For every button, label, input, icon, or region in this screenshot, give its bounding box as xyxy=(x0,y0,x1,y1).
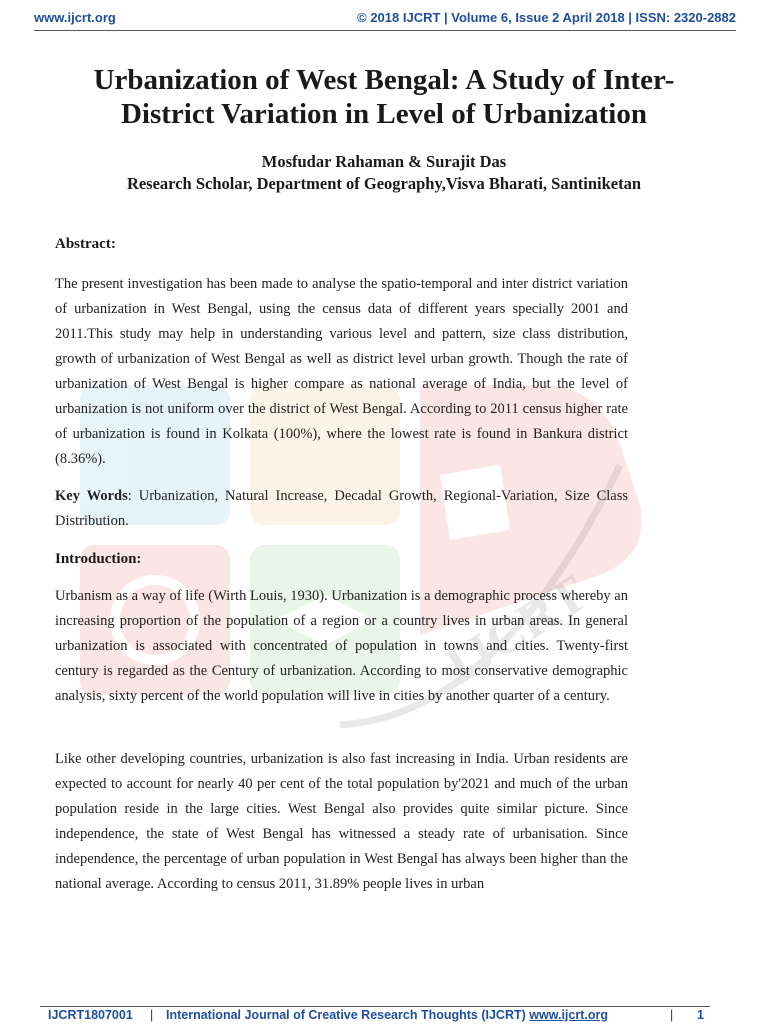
author-block xyxy=(40,151,728,195)
footer-separator: | xyxy=(150,1008,154,1022)
introduction-paragraph-2: Like other developing countries, urbanization is also fast increasing in India. Urban residents are expected to account for nearly 40 per cent of the total population by'2021 and much of the urban population reside in the large cities. West Bengal also provides quite similar picture. Since independence, the state of West Bengal has witnessed a steady rate of urbanisation. Since independence, the percentage of urban population in West Bengal has always been higher than the national average. According to census 2011, 31.89% people lives in urban xyxy=(55,751,628,892)
header-site: www.ijcrt.org xyxy=(34,10,116,25)
keywords-label: Key Words xyxy=(55,488,128,504)
footer-journal-name: International Journal of Creative Research Thoughts (IJCRT) xyxy=(166,1008,526,1022)
page-number: 1 xyxy=(697,1008,704,1022)
abstract-heading: Abstract: xyxy=(55,236,116,252)
footer-paper-id: IJCRT1807001 xyxy=(48,1008,133,1022)
header-rule xyxy=(34,30,736,31)
footer-separator-2: | xyxy=(670,1008,674,1022)
header-issue-line: © 2018 IJCRT | Volume 6, Issue 2 April 2018 | ISSN: 2320-2882 xyxy=(357,10,736,25)
keywords-text: : Urbanization, Natural Increase, Decadal Growth, Regional-Variation, Size Class Distribution. xyxy=(55,488,628,529)
authors: Mosfudar Rahaman & Surajit Das xyxy=(261,152,507,171)
page-header xyxy=(34,8,736,30)
introduction-heading: Introduction: xyxy=(55,551,142,567)
title-line-2: District Variation in Level of Urbanization xyxy=(120,98,647,130)
paper-title xyxy=(60,63,708,131)
footer-journal xyxy=(166,1008,608,1022)
page-footer xyxy=(40,1007,710,1024)
footer-url-link[interactable]: www.ijcrt.org xyxy=(529,1008,608,1022)
keywords xyxy=(55,484,628,534)
title-line-1: Urbanization of West Bengal: A Study of Inter- xyxy=(93,64,675,96)
watermark-text: IJCRT xyxy=(436,565,598,696)
affiliation: Research Scholar, Department of Geography,Visva Bharati, Santiniketan xyxy=(126,174,642,193)
abstract-text: The present investigation has been made to analyse the spatio-temporal and inter district variation of urbanization in West Bengal, using the census data of different years specially 2001 and 2011.This study may help in understanding various level and pattern, size class distribution, growth of urbanization of West Bengal as well as district level urban growth. Though the rate of urbanization of West Bengal is higher compare as national average of India, but the level of urbanization is not uniform over the district of West Bengal. According to 2011 census higher rate of urbanization is found in Kolkata (100%), where the lowest rate is found in Bankura district (8.36%). xyxy=(55,276,628,467)
introduction-paragraph-1: Urbanism as a way of life (Wirth Louis, 1930). Urbanization is a demographic process whereby an increasing proportion of the population of a region or a country lives in urban areas. In general urbanization is associated with concentrated of population in towns and cities. Twenty-first century is regarded as the Century of urbanization. According to most conservative demographic analysis, sixty percent of the world population will live in cities by another quarter of a century. xyxy=(55,588,628,704)
